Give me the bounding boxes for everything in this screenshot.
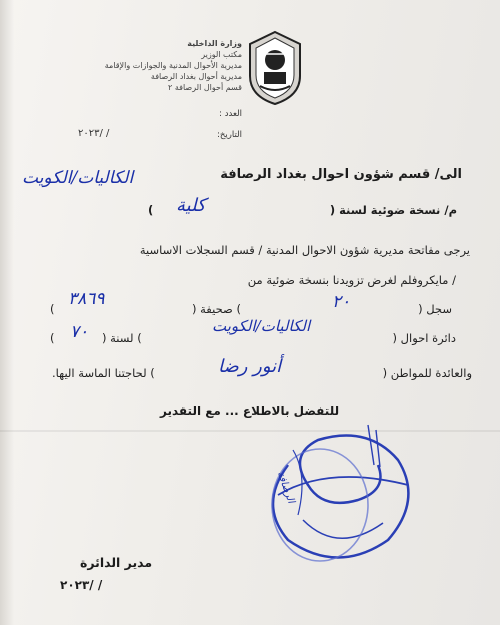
to-line: الى/ قسم شؤون احوال بغداد الرصافة (220, 167, 462, 182)
date-label: التاريخ: (217, 130, 242, 140)
header-ministry: وزارة الداخلية (187, 39, 242, 48)
body-line-1: يرجى مفاتحة مديرية شؤون الاحوال المدنية / قسم السجلات الاساسية (139, 243, 470, 257)
to-handwritten: الكاليات/الكويت (22, 168, 134, 188)
body-line-2: / مايكروفلم لغرض تزويدنا بنسخة ضوئية من (247, 273, 456, 287)
page-number-handwritten: ٣٨٦٩ (68, 289, 105, 309)
header-directorate-general: مديرية الأحوال المدنية والجوازات والإقامة (104, 61, 242, 70)
stamp-text: الرصافة (274, 470, 297, 505)
body-line-3-record: سجل ( (418, 302, 452, 316)
date-value: ٢٠٢٣/ / (78, 128, 110, 139)
subject-label: م/ نسخة ضوئية لسنة ( (329, 203, 457, 217)
office-handwritten: الكاليات/الكويت (212, 317, 311, 335)
body-line-5-rest: ) لحاجتنا الماسة اليها. (52, 366, 155, 380)
year-handwritten: ٧٠ (70, 322, 89, 342)
ministry-emblem-logo (246, 30, 304, 106)
header-section: قسم أحوال الرصافة ٢ (168, 83, 242, 92)
paper-edge-shadow (0, 0, 14, 625)
body-line-4-office: دائرة احوال ( (392, 331, 456, 345)
body-line-3-close: ) (50, 302, 55, 316)
header-directorate: مديرية أحوال بغداد الرصافة (150, 72, 242, 81)
body-line-4-year: ) لسنة ( (102, 331, 142, 345)
signature-stamp-scribble (248, 405, 428, 575)
citizen-name-handwritten: أنور رضا (218, 356, 282, 377)
closing-line: للتفضل بالاطلاع ... مع التقدير (160, 404, 340, 418)
ref-label: العدد : (219, 109, 242, 119)
body-line-4-close: ) (50, 331, 55, 345)
subject-handwritten: كلية (176, 195, 206, 216)
subject-close: ) (148, 203, 154, 217)
body-line-3-page: ) صحيفة ( (192, 302, 241, 316)
body-line-5-citizen: والعائدة للمواطن ( (382, 366, 472, 380)
footer-date: ٢٠٢٣/ / (60, 578, 103, 592)
record-number-handwritten: ٢٠ (332, 292, 351, 312)
manager-title: مدير الدائرة (80, 555, 153, 570)
header-office: مكتب الوزير (201, 50, 242, 59)
